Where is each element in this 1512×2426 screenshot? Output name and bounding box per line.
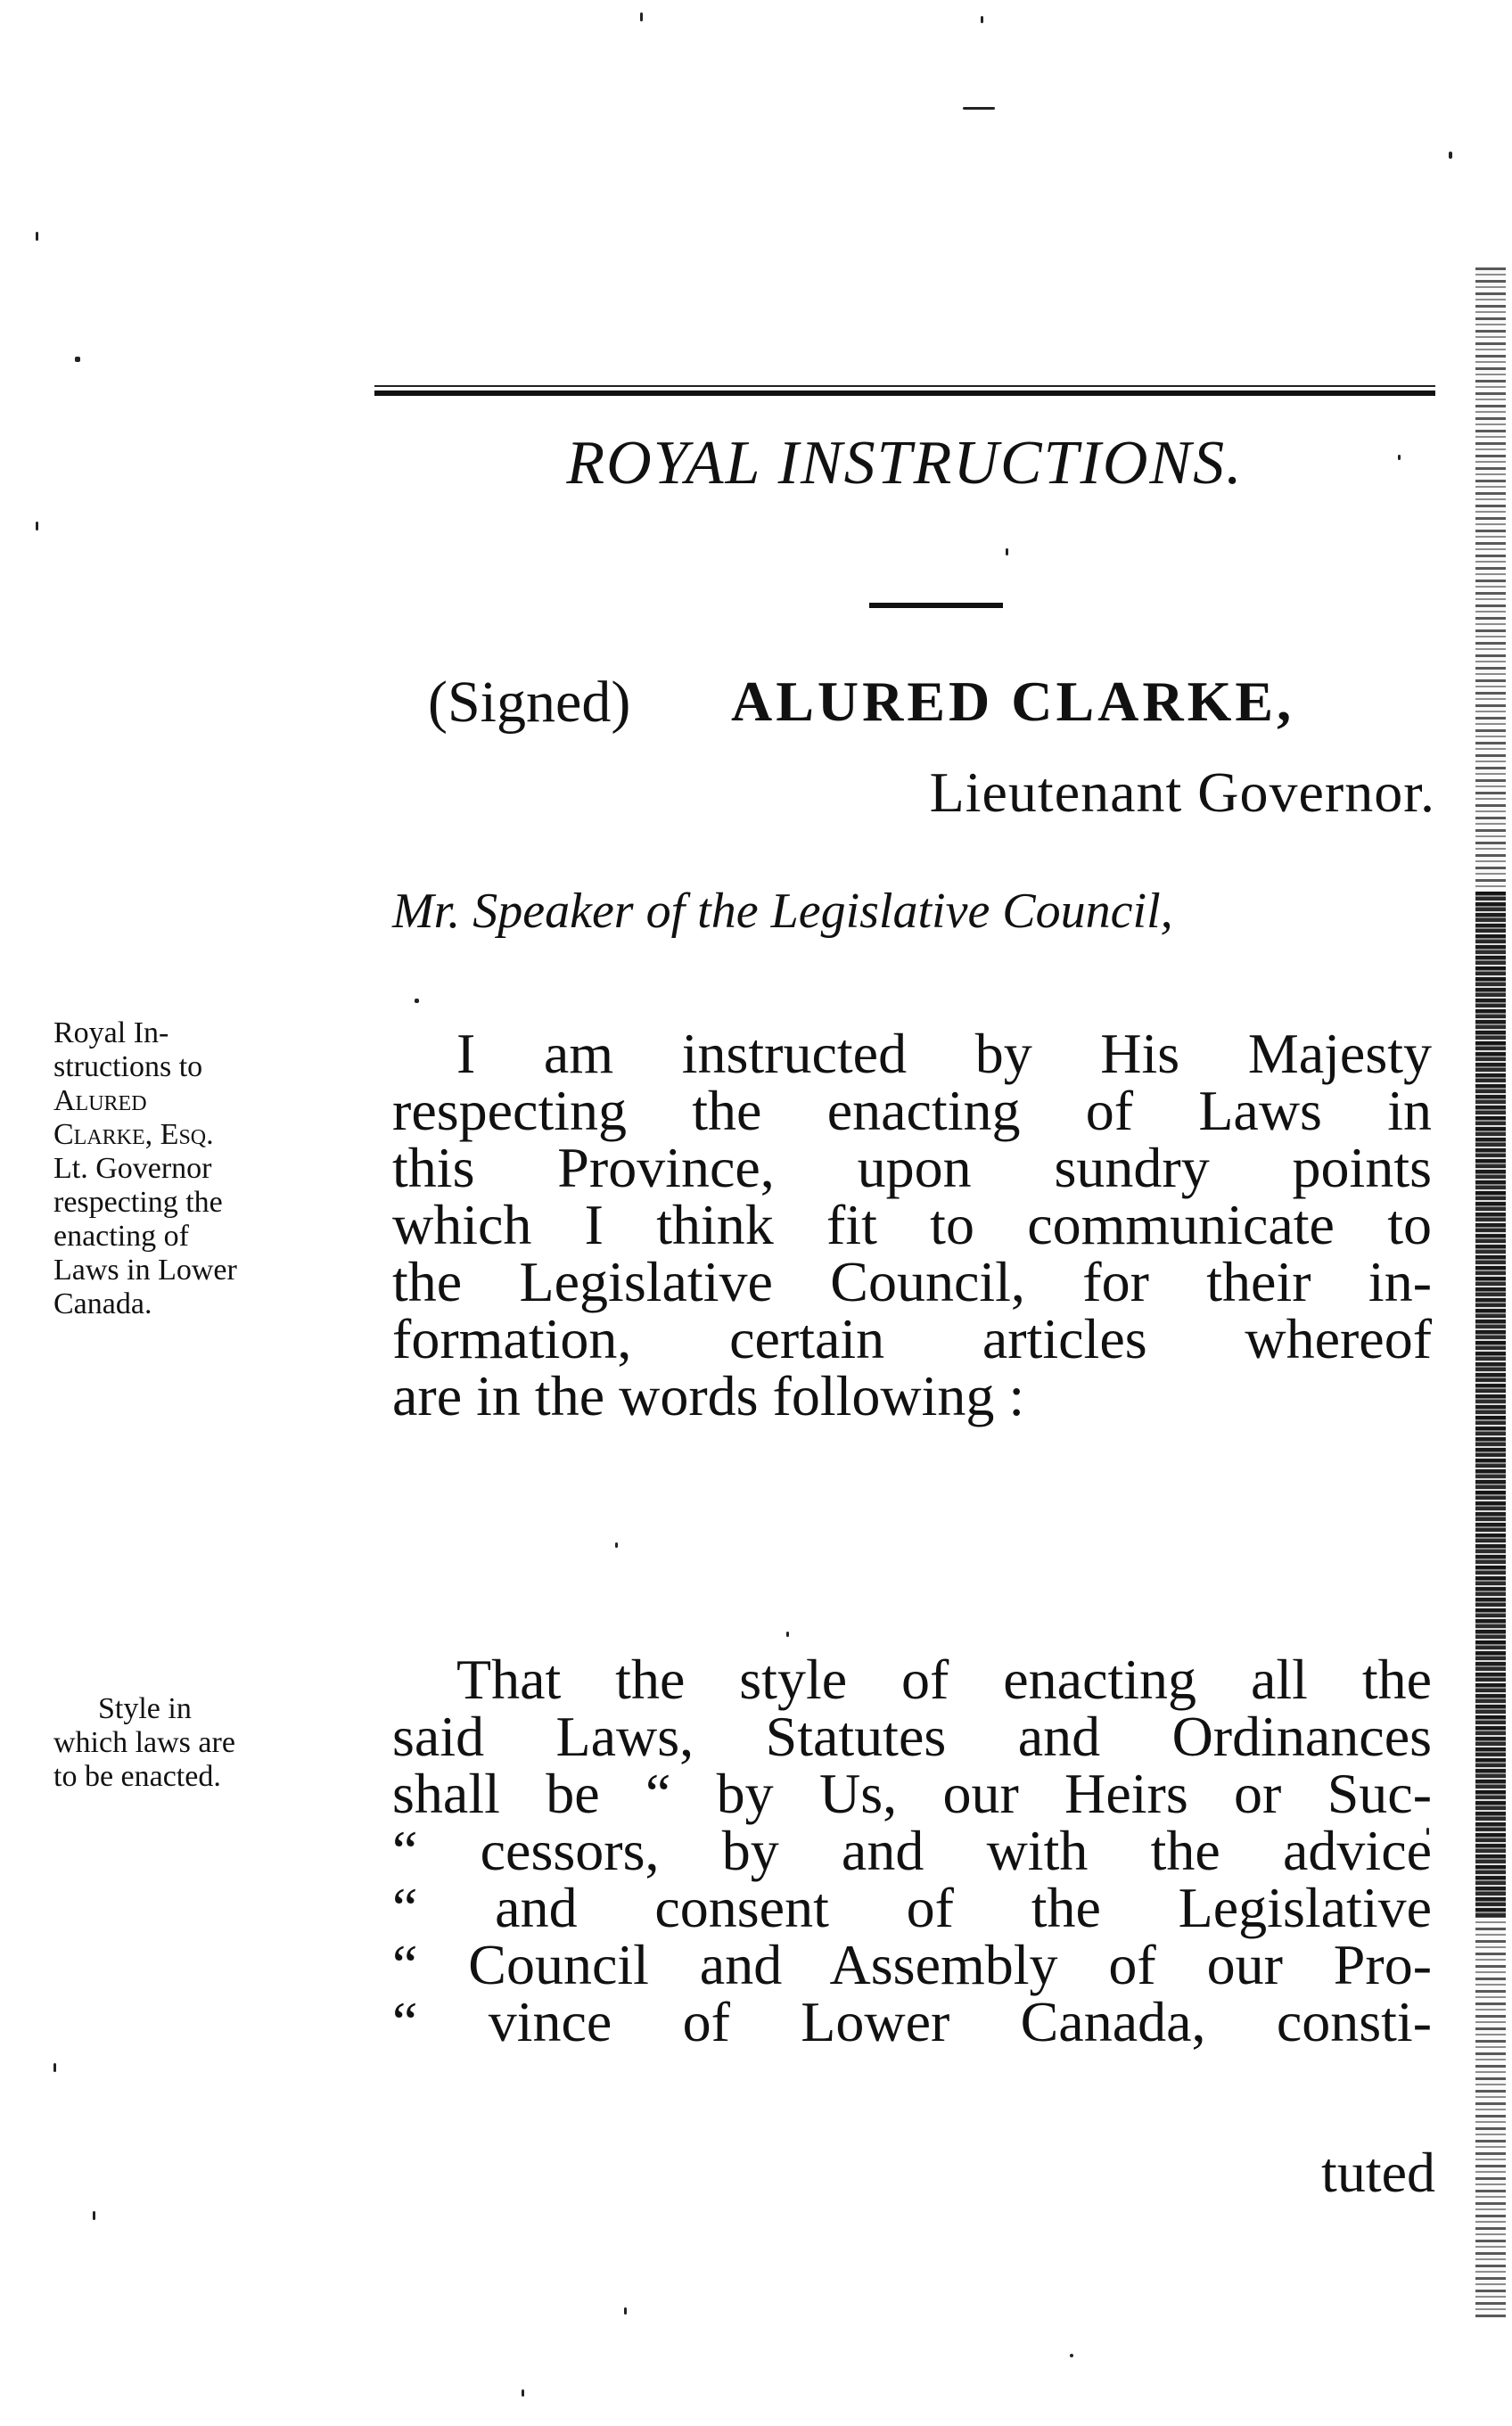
paragraph-line: are in the words following : [392,1364,1025,1427]
paragraph-line: the Legislative Council, for their in- [392,1250,1432,1313]
margin-note-line: Style in [98,1692,192,1725]
margin-note-line: Clarke, Esq. [53,1118,214,1151]
catchword: tuted [1321,2141,1435,2204]
paragraph-line: respecting the enacting of Laws in [392,1079,1432,1142]
margin-note-line: enacting of [53,1220,189,1253]
margin-note-royal-instructions [53,1016,374,1321]
paragraph-line: “ vince of Lower Canada, consti- [392,1990,1432,2053]
margin-note-line: Lt. Governor [53,1152,212,1185]
binding-edge-dense [1475,892,1506,1917]
paragraph-line: That the style of enacting all the [456,1648,1432,1711]
signed-label: (Signed) [428,670,631,735]
paragraph-line: shall be “ by Us, our Heirs or Suc- [392,1762,1432,1825]
signer-title: Lieutenant Governor. [929,761,1435,824]
signer-name: ALURED CLARKE, [731,670,1295,733]
margin-note-line: structions to [53,1050,203,1083]
margin-note-line: Alured [53,1084,147,1117]
paragraph-line: formation, certain articles whereof [392,1307,1432,1370]
paragraph-line: “ cessors, by and with the advice [392,1819,1432,1882]
paragraph-line: said Laws, Statutes and Ordinances [392,1705,1432,1768]
paragraph-style-of-enacting [392,1648,1432,2053]
page-heading: ROYAL INSTRUCTIONS. [566,429,1244,498]
margin-note-line: Canada. [53,1287,152,1320]
margin-note-style-of-laws [53,1692,383,1794]
paragraph-line: I am instructed by His Majesty [456,1022,1432,1085]
margin-note-line: Royal In- [53,1016,169,1049]
margin-note-line: which laws are [53,1726,235,1759]
margin-note-line: respecting the [53,1186,223,1219]
margin-note-line: Laws in Lower [53,1254,237,1287]
top-double-rule [374,385,1435,399]
paragraph-line: this Province, upon sundry points [392,1136,1432,1199]
paragraph-line: which I think fit to communicate to [392,1193,1432,1256]
paragraph-instructions [392,1022,1432,1427]
salutation: Mr. Speaker of the Legislative Council, [392,884,1173,939]
paragraph-line: “ and consent of the Legislative [392,1876,1432,1939]
margin-note-line: to be enacted. [53,1760,221,1793]
heading-rule [869,603,1003,608]
paragraph-line: “ Council and Assembly of our Pro- [392,1933,1432,1996]
